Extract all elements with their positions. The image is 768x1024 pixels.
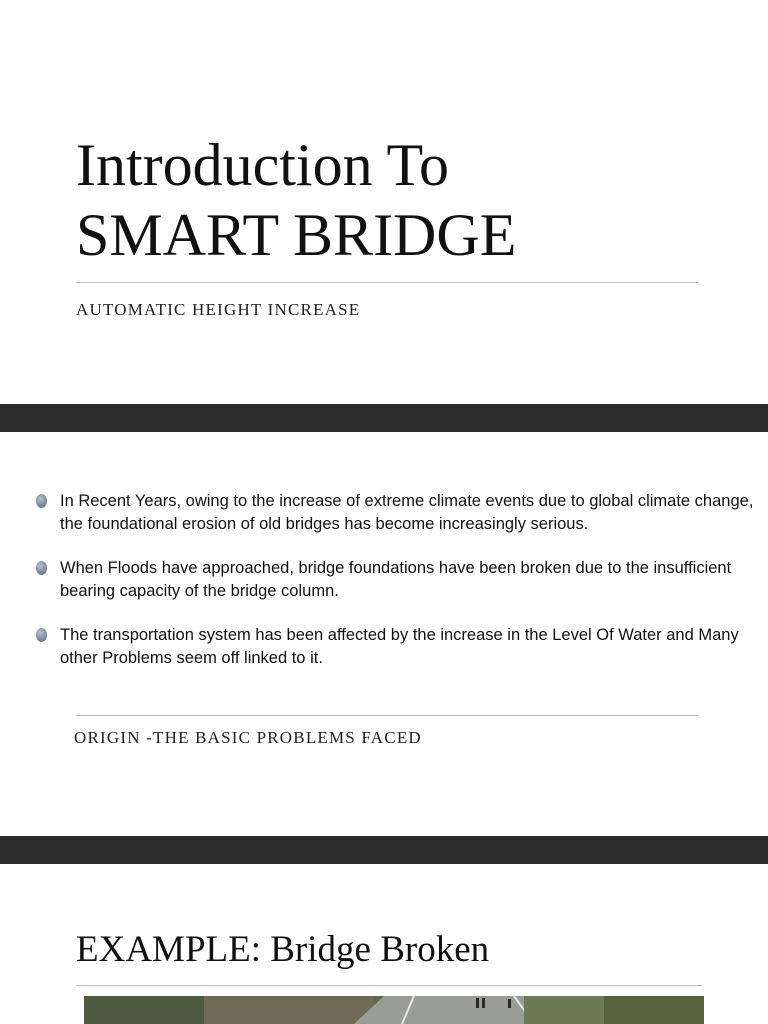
slide-divider [0, 404, 768, 432]
slide-title [76, 130, 516, 270]
title-slide [0, 0, 768, 404]
title-rule [76, 282, 698, 283]
bullet-text: When Floods have approached, bridge foundations have been broken due to the insufficient bearing capacity of the bridge column. [60, 559, 732, 600]
photo-graphic [84, 996, 704, 1024]
title-rule [76, 985, 702, 986]
origin-slide [0, 432, 768, 836]
slide-divider [0, 836, 768, 864]
broken-bridge-photo [84, 996, 704, 1024]
bullet-icon [36, 561, 47, 575]
footer-rule [76, 715, 698, 716]
bullet-icon [36, 628, 47, 642]
bullet-item [36, 557, 760, 603]
example-slide [0, 864, 768, 1024]
bullet-text: The transportation system has been affected by the increase in the Level Of Water and Many other Problems seem off linked to it. [60, 626, 739, 667]
slide-subtitle: AUTOMATIC HEIGHT INCREASE [76, 300, 361, 319]
bullet-list [36, 490, 760, 691]
title-line-1: Introduction To [76, 132, 449, 198]
slide-title: EXAMPLE: Bridge Broken [76, 929, 490, 970]
bullet-icon [36, 494, 47, 508]
bullet-item [36, 624, 760, 670]
slide-footer-title: ORIGIN -THE BASIC PROBLEMS FACED [74, 728, 422, 747]
bullet-item [36, 490, 760, 536]
bullet-text: In Recent Years, owing to the increase of extreme climate events due to global climate change, the foundational erosion of old bridges has become increasingly serious. [60, 492, 754, 533]
title-line-2: SMART BRIDGE [76, 202, 517, 268]
